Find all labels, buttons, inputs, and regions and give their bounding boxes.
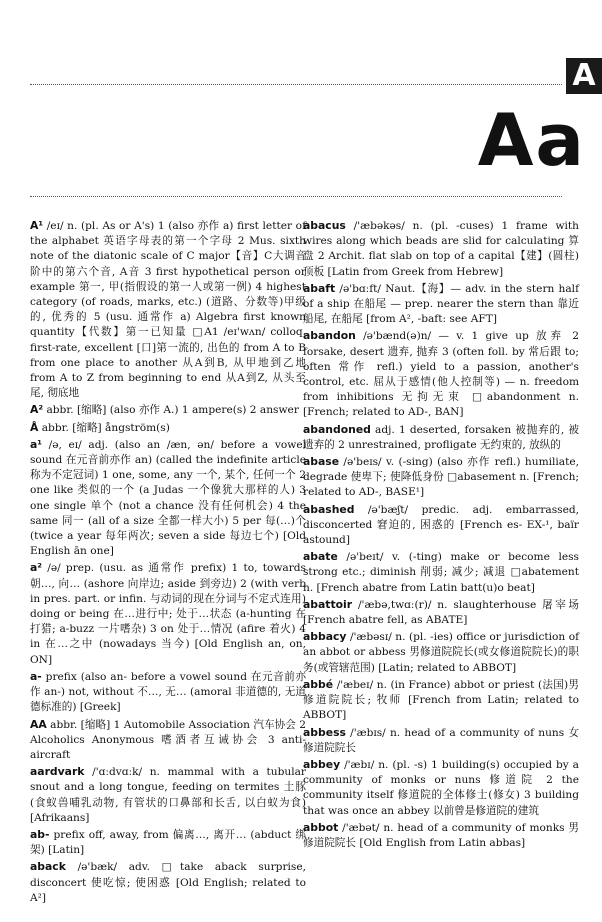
entry-definition: /ə, eɪ/ adj. (also an /æn, ən/ before a vowel sound 在元音前亦作 an) (called the indefinite article 称为不定冠词) 1 one, some, any 一个, 某个, 任何一个 2 one like 类似的一个 (a Judas 一个像犹大那样的人) 3 one single 单个 (not a chance 没有任何机会) 4 the same 同一 (all of a size 全都一样大小) 5 per 每(…)个 (twice a year 每年两次; seven a side 每边七个) [Old English ān one] — [30, 438, 306, 558]
dictionary-entry — [30, 437, 306, 560]
dictionary-entry — [303, 218, 579, 280]
entry-definition: /ə'bæʃt/ predic. adj. embarrassed, disconcerted 窘迫的, 困惑的 [French es- EX-¹, baïr astound] — [303, 503, 579, 547]
dictionary-entry — [30, 669, 306, 716]
entry-definition: abbr. [缩略] (also 亦作 A.) 1 ampere(s) 2 answer — [43, 404, 299, 417]
entry-definition: abbr. [缩略] ångström(s) — [38, 421, 170, 434]
entry-definition: /ə'bɑːft/ Naut.【海】— adv. in the stern half of a ship 在船尾 — prep. nearer the stern than 靠近船尾, 在船尾 [from A², -baft: see AFT] — [303, 282, 579, 326]
dictionary-entry — [303, 820, 579, 851]
dictionary-entry — [30, 717, 306, 764]
dictionary-entry — [303, 629, 579, 676]
entry-headword: A² — [30, 403, 44, 417]
entry-definition: /'æbəsɪ/ n. (pl. -ies) office or jurisdiction of an abbot or abbess 男修道院院长(或女修道院院长)的职务(或管辖范围) [Latin; related to ABBOT] — [303, 631, 579, 674]
left-column — [30, 218, 306, 907]
entry-headword: a² — [30, 561, 43, 575]
dictionary-entry — [303, 549, 579, 596]
entry-definition: /'ɑːdvɑːk/ n. mammal with a tubular snout and a long tongue, feeding on termites 土豚(食蚁兽哺乳动物, 有管状的口鼻部和长舌, 以白蚁为食) [Afrikaans] — [30, 766, 306, 824]
entry-definition: prefix off, away, from 偏离…, 离开… (abduct 绑架) [Latin] — [30, 828, 306, 857]
dictionary-entry — [30, 859, 306, 906]
dictionary-entry — [30, 218, 306, 401]
entry-headword: abashed — [303, 502, 355, 516]
entry-headword: abbess — [303, 725, 346, 739]
entry-headword: abattoir — [303, 597, 353, 611]
entry-headword: A¹ — [30, 219, 44, 232]
entry-headword: ab- — [30, 827, 50, 841]
entry-headword: abbey — [303, 757, 341, 771]
section-tab: A — [566, 58, 602, 94]
dictionary-entry — [30, 764, 306, 826]
entry-definition: /'æbə,twɑː(r)/ n. slaughterhouse 屠宰场 [French abatre fell, as ABATE] — [303, 598, 579, 627]
right-column — [303, 218, 579, 852]
dictionary-entry — [303, 502, 579, 549]
dictionary-entry — [30, 402, 306, 418]
entry-headword: a¹ — [30, 437, 43, 451]
dictionary-entry — [303, 422, 579, 453]
entry-headword: aback — [30, 860, 66, 874]
entry-definition: abbr. [缩略] 1 Automobile Association 汽车协会 2 Alcoholics Anonymous 嗜酒者互诫协会 3 anti-aircraft — [30, 718, 306, 761]
dictionary-entry — [303, 677, 579, 724]
entry-headword: abase — [303, 455, 340, 469]
dictionary-entry — [303, 725, 579, 756]
entry-definition: /ə'beɪs/ v. (-sing) (also 亦作 refl.) humiliate, degrade 使卑下; 使降低身份 □abasement n. [French; related to AD-, BASE¹] — [303, 456, 579, 499]
entry-headword: abandoned — [303, 422, 371, 436]
entry-definition: /'æbət/ n. head of a community of monks 男修道院院长 [Old English from Latin abbas] — [303, 821, 579, 849]
entry-definition: /'æbɪ/ n. (pl. -s) 1 building(s) occupied by a community of monks or nuns 修道院 2 the community itself 修道院的全体修士(修女) 3 building that was once an abbey 以前曾是修道院的建筑 — [303, 758, 579, 817]
dictionary-entry — [30, 827, 306, 858]
entry-definition: /'æbɪs/ n. head of a community of nuns 女修道院院长 — [303, 726, 579, 754]
entry-headword: aardvark — [30, 765, 85, 779]
entry-headword: abacus — [303, 219, 346, 232]
entry-definition: prefix (also an- before a vowel sound 在元音前亦作 an-) not, without 不…, 无… (amoral 非道德的, 无道德标准的) [Greek] — [30, 670, 306, 714]
dictionary-entry — [30, 560, 306, 667]
entry-definition: /ə/ prep. (usu. as 通常作 prefix) 1 to, towards 朝…, 向… (ashore 向岸边; aside 到旁边) 2 (with verb in pres. part. or infin. 与动词的现在分词与不定式连用) doing or being 在…进行中; 处于…状态 (a-hunting 在打猎; a-buzz 一片嗜杂) 3 on 处于…情况 (afire 着火) 4 in 在…之中 (nowadays 当今) [Old English an, on, ON] — [30, 562, 306, 666]
entry-headword: a- — [30, 669, 42, 683]
entry-definition: /'æbeɪ/ n. (in France) abbot or priest (法国)男修道院院长; 牧师 [French from Latin; related to ABBOT] — [303, 678, 579, 722]
dictionary-entry — [30, 420, 306, 436]
entry-definition: /'æbəkəs/ n. (pl. -cuses) 1 frame with wires along which beads are slid for calculating 算盘 2 Archit. flat slab on top of a capital【建】(圆柱)顶板 [Latin from Greek from Hebrew] — [303, 220, 579, 278]
entry-headword: abbé — [303, 677, 334, 691]
bottom-dotted-rule — [30, 196, 562, 197]
entry-definition: /eɪ/ n. (pl. As or A's) 1 (also 亦作 a) first letter of the alphabet 英语字母表的第一个字母 2 Mus. sixth note of the diatonic scale of C major【音】C大调音阶中的第六个音, A音 3 first hypothetical person or example 第一, 甲(指假设的第一人或第一例) 4 highest category (of roads, marks, etc.) (道路、分数等)甲级的, 优秀的 5 (usu. 通常作 a) Algebra first known quantity【代数】第一已知量 □A1 /eɪ'wʌn/ colloq. first-rate, excellent [口]第一流的, 出色的 from A to B from one place to another 从A到B, 从甲地到乙地 from A to Z from beginning to end 从A到Z, 从头至尾, 彻底地 — [30, 220, 306, 400]
entry-headword: AA — [30, 717, 47, 731]
dictionary-entry — [303, 328, 579, 420]
dictionary-entry — [303, 757, 579, 819]
entry-headword: abate — [303, 550, 338, 564]
dictionary-entry — [303, 597, 579, 628]
dictionary-entry — [303, 281, 579, 328]
dictionary-entry — [303, 454, 579, 501]
top-dotted-rule — [30, 84, 562, 85]
entry-definition: /ə'bæk/ adv. □take aback surprise, disconcert 使吃惊; 使困惑 [Old English; related to A²] — [30, 861, 306, 904]
entry-headword: Å — [30, 420, 39, 434]
entry-definition: /ə'beɪt/ v. (-ting) make or become less strong etc.; diminish 削弱; 减少; 减退 □abatement n. [French abatre from Latin batt(u)o beat] — [303, 551, 579, 594]
entry-headword: abandon — [303, 329, 356, 343]
section-heading: Aa — [477, 98, 586, 182]
entry-definition: /ə'bænd(ə)n/ — v. 1 give up 放弃 2 forsake, desert 遗弃, 抛弃 3 (often foll. by 常后跟 to; often 常作 refl.) yield to a passion, another's control, etc. 屈从于感情(他人控制等) — n. freedom from inhibitions 无拘无束 □abandonment n. [French; related to AD-, BAN] — [303, 330, 579, 419]
entry-headword: abbot — [303, 820, 339, 834]
entry-headword: abaft — [303, 281, 336, 295]
entry-definition: adj. 1 deserted, forsaken 被抛弃的, 被遗弃的 2 unrestrained, profligate 无约束的, 放纵的 — [303, 423, 579, 451]
entry-headword: abbacy — [303, 630, 347, 644]
